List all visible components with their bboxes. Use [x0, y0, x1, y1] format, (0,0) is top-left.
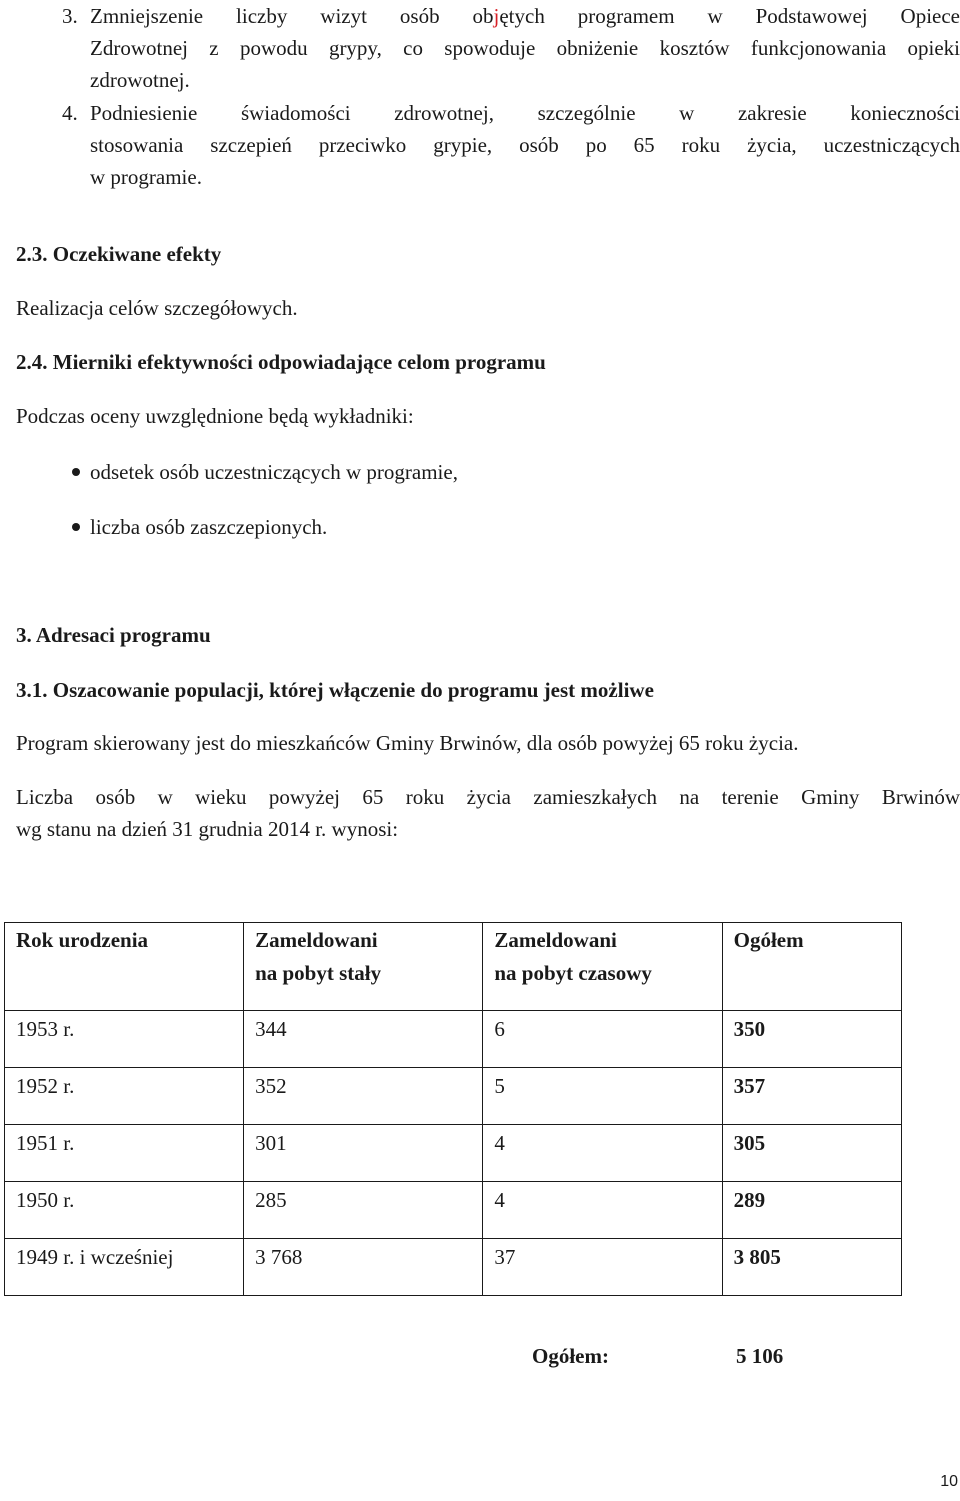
- bullet-item: odsetek osób uczestniczących w programie,: [90, 460, 458, 484]
- table-header-cell: [483, 923, 722, 1011]
- table-row: [5, 1011, 902, 1068]
- table-cell: 1952 r.: [5, 1068, 244, 1125]
- header-text: Rok urodzenia: [16, 928, 149, 952]
- bullet-icon: [72, 468, 80, 476]
- text-part: Zmniejszenie liczby wizyt osób ob: [90, 4, 494, 28]
- text-part: ętych programem w Podstawowej Opiece: [499, 4, 960, 28]
- header-text: na pobyt czasowy: [494, 961, 652, 985]
- page-number: 10: [940, 1473, 958, 1490]
- table-header-cell: [244, 923, 483, 1011]
- table-cell: 285: [244, 1182, 483, 1239]
- total-value: 5 106: [736, 1344, 784, 1368]
- header-text: Zameldowani: [494, 928, 617, 952]
- list-item-3-line-1: [90, 0, 960, 32]
- table-cell: 3 768: [244, 1239, 483, 1296]
- table-cell-total: 305: [722, 1125, 901, 1182]
- table-cell: 4: [483, 1125, 722, 1182]
- section-heading-2-4: 2.4. Mierniki efektywności odpowiadające celom programu: [16, 350, 546, 374]
- table-header-row: [5, 923, 902, 1011]
- table-row: [5, 1068, 902, 1125]
- list-number: 3.: [62, 4, 78, 28]
- list-item-3-line-3: zdrowotnej.: [90, 68, 190, 92]
- table-cell-total: 357: [722, 1068, 901, 1125]
- section-text-2-3: Realizacja celów szczegółowych.: [16, 296, 298, 320]
- table-cell: 352: [244, 1068, 483, 1125]
- section-heading-3-1: 3.1. Oszacowanie populacji, której włączenie do programu jest możliwe: [16, 678, 654, 702]
- list-number: 4.: [62, 101, 78, 125]
- section-heading-3: 3. Adresaci programu: [16, 623, 211, 647]
- table-row: [5, 1239, 902, 1296]
- paragraph-line: wg stanu na dzień 31 grudnia 2014 r. wynosi:: [16, 817, 399, 841]
- header-text: Ogółem: [733, 928, 804, 952]
- bullet-item: liczba osób zaszczepionych.: [90, 515, 328, 539]
- table-cell: 5: [483, 1068, 722, 1125]
- table-header-cell: [5, 923, 244, 1011]
- table-cell: 37: [483, 1239, 722, 1296]
- section-intro-2-4: Podczas oceny uwzględnione będą wykładniki:: [16, 404, 414, 428]
- population-table: [4, 922, 902, 1296]
- table-cell: 301: [244, 1125, 483, 1182]
- paragraph-line: Liczba osób w wieku powyżej 65 roku życia zamieszkałych na terenie Gminy Brwinów: [16, 785, 960, 809]
- list-item-4-line-1: Podniesienie świadomości zdrowotnej, szczególnie w zakresie konieczności: [90, 101, 960, 125]
- table-cell: 1951 r.: [5, 1125, 244, 1182]
- table-header-cell: [722, 923, 901, 1011]
- table-row: [5, 1125, 902, 1182]
- table-cell: 6: [483, 1011, 722, 1068]
- table-cell-total: 3 805: [722, 1239, 901, 1296]
- table-cell: 1953 r.: [5, 1011, 244, 1068]
- highlighted-letter: j: [493, 4, 500, 28]
- total-label: Ogółem:: [532, 1344, 609, 1368]
- list-item-3-line-2: Zdrowotnej z powodu grypy, co spowoduje obniżenie kosztów funkcjonowania opieki: [90, 36, 960, 60]
- table-cell: 1949 r. i wcześniej: [5, 1239, 244, 1296]
- table-row: [5, 1182, 902, 1239]
- header-text: na pobyt stały: [255, 961, 382, 985]
- header-text: Zameldowani: [255, 928, 378, 952]
- table-cell: 4: [483, 1182, 722, 1239]
- table-cell: 344: [244, 1011, 483, 1068]
- list-item-4-line-3: w programie.: [90, 165, 202, 189]
- section-paragraph-2: [16, 781, 960, 845]
- table-cell-total: 289: [722, 1182, 901, 1239]
- table-cell: 1950 r.: [5, 1182, 244, 1239]
- section-paragraph-1: Program skierowany jest do mieszkańców Gminy Brwinów, dla osób powyżej 65 roku życia.: [16, 731, 799, 755]
- section-heading-2-3: 2.3. Oczekiwane efekty: [16, 242, 222, 266]
- bullet-icon: [72, 523, 80, 531]
- table-cell-total: 350: [722, 1011, 901, 1068]
- list-item-4-line-2: stosowania szczepień przeciwko grypie, osób po 65 roku życia, uczestniczących: [90, 133, 960, 157]
